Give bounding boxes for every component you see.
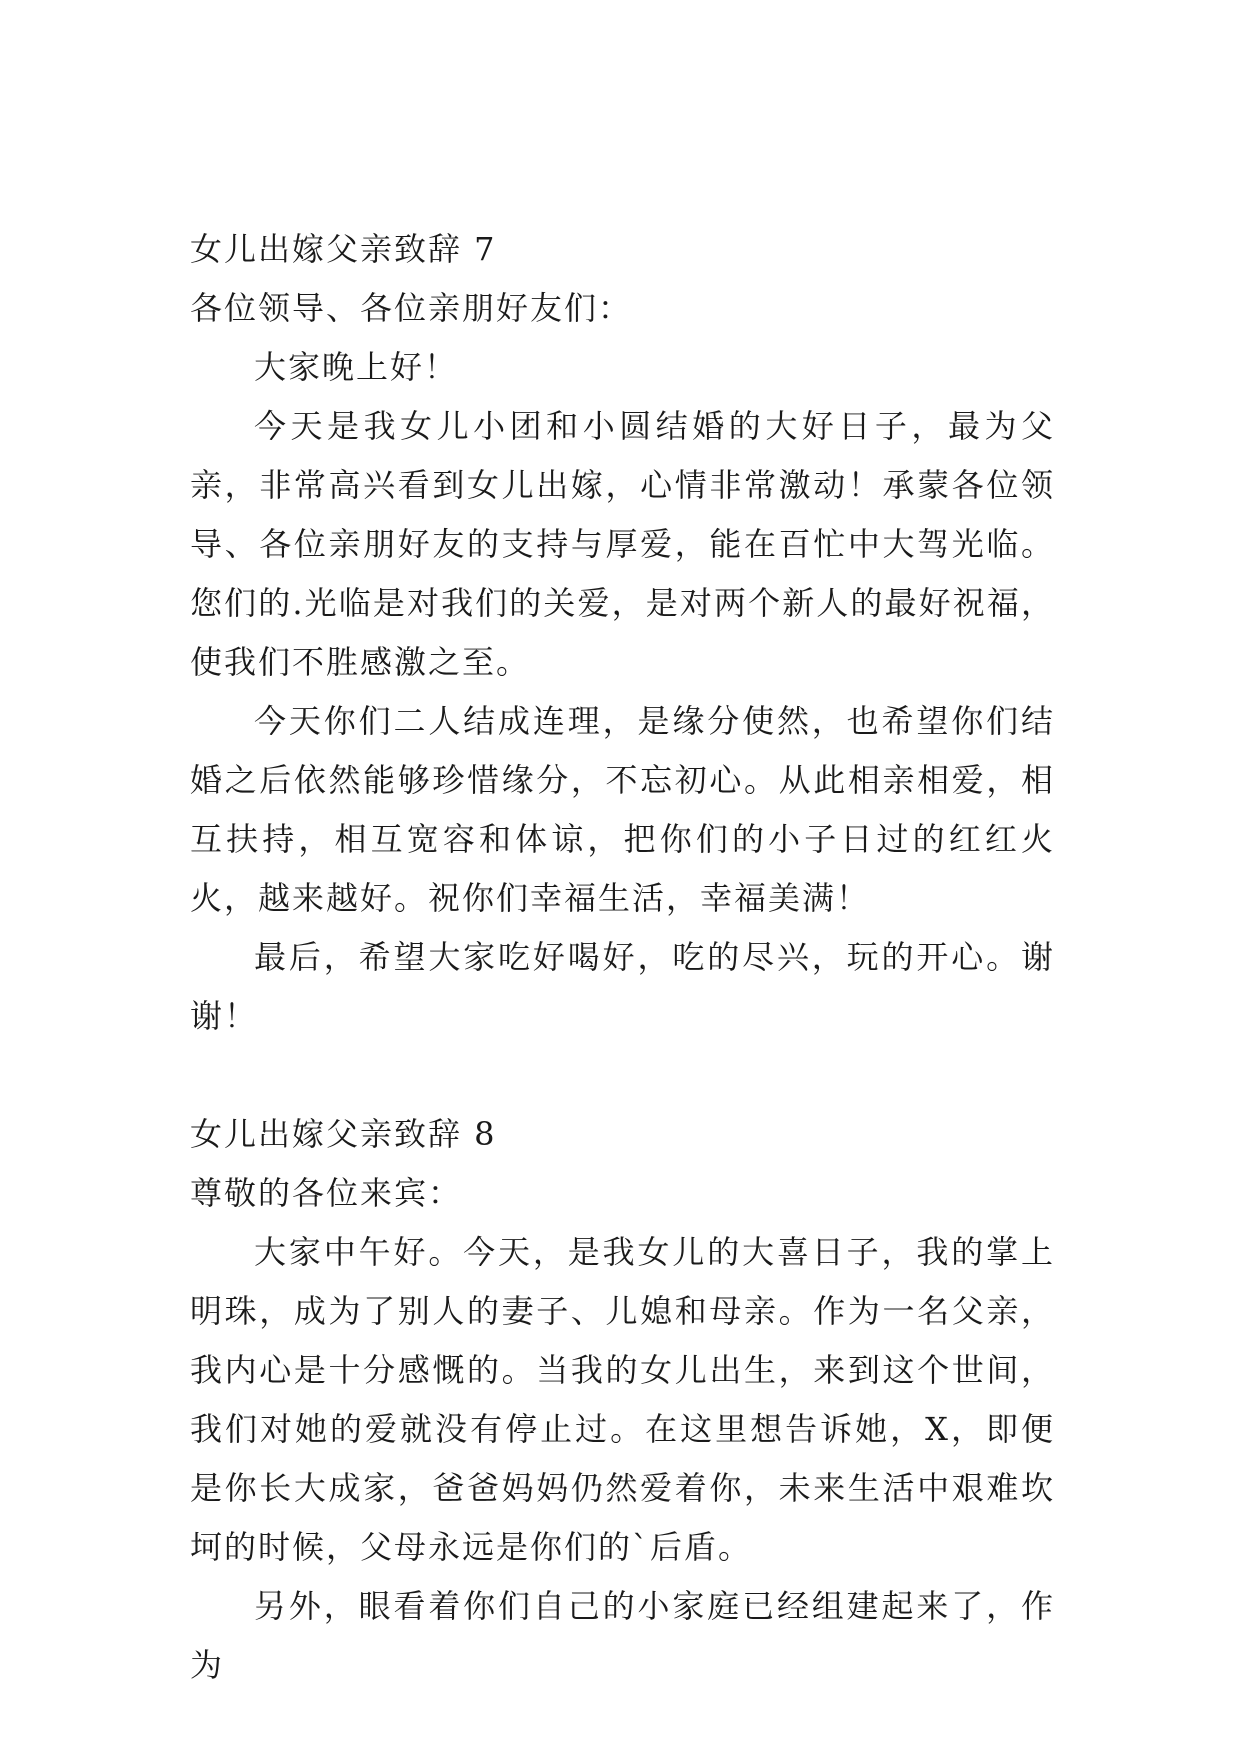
paragraph: 今天你们二人结成连理，是缘分使然，也希望你们结婚之后依然能够珍惜缘分，不忘初心。从此相亲相爱，相互扶持，相互宽容和体谅，把你们的小子日过的红红火火，越来越好。祝你们幸福生活，幸福美满！ bbox=[190, 702, 1055, 917]
paragraph: 最后，希望大家吃好喝好，吃的尽兴，玩的开心。谢谢！ bbox=[190, 938, 1055, 1035]
speech-section-7 bbox=[190, 220, 1055, 1046]
section-spacer bbox=[190, 1046, 1055, 1105]
paragraph: 大家中午好。今天，是我女儿的大喜日子，我的掌上明珠，成为了别人的妻子、儿媳和母亲。作为一名父亲，我内心是十分感慨的。当我的女儿出生，来到这个世间，我们对她的爱就没有停止过。在这里想告诉她，X，即便是你长大成家，爸爸妈妈仍然爱着你，未来生活中艰难坎坷的时候，父母永远是你们的`后盾。 bbox=[190, 1233, 1055, 1566]
section-title: 女儿出嫁父亲致辞 7 bbox=[190, 230, 497, 268]
salutation: 各位领导、各位亲朋好友们： bbox=[190, 289, 633, 327]
speech-section-8 bbox=[190, 1105, 1055, 1695]
document-body bbox=[190, 220, 1055, 1695]
salutation: 尊敬的各位来宾： bbox=[190, 1174, 463, 1212]
paragraph: 今天是我女儿小团和小圆结婚的大好日子，最为父亲，非常高兴看到女儿出嫁，心情非常激动！承蒙各位领导、各位亲朋好友的支持与厚爱，能在百忙中大驾光临。您们的.光临是对我们的关爱，是对两个新人的最好祝福，使我们不胜感激之至。 bbox=[190, 407, 1055, 681]
paragraph: 另外，眼看着你们自己的小家庭已经组建起来了，作为 bbox=[190, 1587, 1055, 1684]
section-title: 女儿出嫁父亲致辞 8 bbox=[190, 1115, 497, 1153]
paragraph: 大家晚上好！ bbox=[254, 348, 459, 386]
